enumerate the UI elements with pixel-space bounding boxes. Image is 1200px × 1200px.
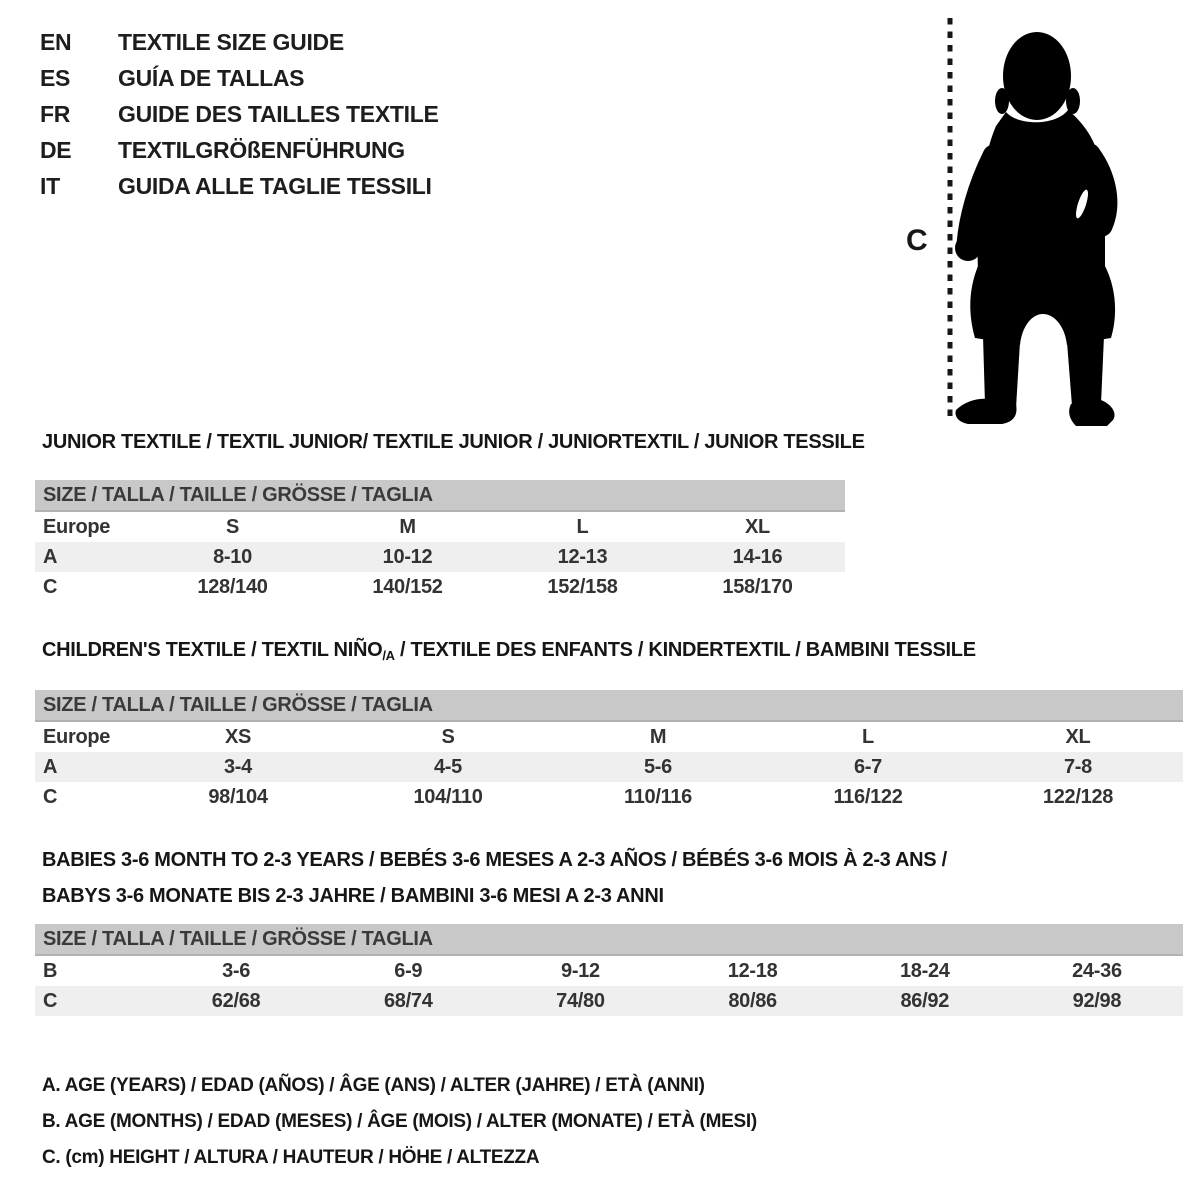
cell: XL — [745, 516, 770, 538]
language-row-es — [40, 60, 439, 96]
babies-title-line1: BABIES 3-6 MONTH TO 2-3 YEARS / BEBÉS 3-6 MESES A 2-3 AÑOS / BÉBÉS 3-6 MOIS À 2-3 ANS / — [42, 849, 947, 871]
cell: XL — [1065, 726, 1091, 748]
cell: S — [441, 726, 455, 748]
cell: 6-7 — [853, 756, 882, 778]
note-age-years: A. AGE (YEARS) / EDAD (AÑOS) / ÂGE (ANS) / ALTER (JAHRE) / ETÀ (ANNI) — [42, 1075, 705, 1096]
language-code-en: EN — [40, 29, 72, 55]
cell: XS — [224, 726, 252, 748]
cell: 4-5 — [433, 756, 462, 778]
cell: 24-36 — [1072, 960, 1122, 982]
cell: 3-6 — [222, 960, 251, 982]
cell: 140/152 — [372, 576, 443, 598]
cell: 158/170 — [722, 576, 793, 598]
guide-title-en: TEXTILE SIZE GUIDE — [118, 29, 344, 55]
cell: M — [649, 726, 667, 748]
language-code-es: ES — [40, 65, 71, 91]
language-code-de: DE — [40, 137, 72, 163]
row-label: A — [43, 756, 58, 778]
cell: 74/80 — [556, 990, 605, 1012]
children-size-table — [35, 690, 1183, 812]
table-row-children-europe — [35, 722, 1183, 752]
cell: 5-6 — [643, 756, 672, 778]
babies-size-table — [35, 924, 1183, 1016]
language-row-it — [40, 168, 439, 204]
cell: M — [399, 516, 416, 538]
table-row-junior-age — [35, 542, 845, 572]
row-label: Europe — [43, 726, 111, 748]
babies-section-title — [42, 842, 947, 914]
cell: 86/92 — [900, 990, 950, 1012]
table-row-children-age — [35, 752, 1183, 782]
children-title-pre: CHILDREN'S TEXTILE / TEXTIL NIÑO — [42, 639, 383, 661]
table-row-babies-height — [35, 986, 1183, 1016]
language-code-fr: FR — [40, 101, 71, 127]
junior-size-table — [35, 480, 845, 602]
cell: 6-9 — [394, 960, 423, 982]
language-row-de — [40, 132, 439, 168]
cell: 3-4 — [223, 756, 252, 778]
cell: 116/122 — [833, 786, 903, 808]
cell: 7-8 — [1063, 756, 1092, 778]
children-title-post: / TEXTILE DES ENFANTS / KINDERTEXTIL / BAMBINI TESSILE — [394, 639, 976, 661]
baby-silhouette-icon — [955, 32, 1115, 426]
row-label: Europe — [43, 516, 111, 538]
guide-title-fr: GUIDE DES TAILLES TEXTILE — [118, 101, 439, 127]
cell: 8-10 — [213, 546, 252, 568]
junior-size-header: SIZE / TALLA / TAILLE / GRÖSSE / TAGLIA — [35, 480, 845, 512]
junior-section-title: JUNIOR TEXTILE / TEXTIL JUNIOR/ TEXTILE JUNIOR / JUNIORTEXTIL / JUNIOR TESSILE — [42, 431, 865, 453]
language-code-it: IT — [40, 173, 60, 199]
cell: 10-12 — [382, 546, 433, 568]
cell: 152/158 — [547, 576, 618, 598]
children-size-header: SIZE / TALLA / TAILLE / GRÖSSE / TAGLIA — [35, 690, 1183, 722]
table-row-children-height — [35, 782, 1183, 812]
note-age-months: B. AGE (MONTHS) / EDAD (MESES) / ÂGE (MOIS) / ALTER (MONATE) / ETÀ (MESI) — [42, 1111, 757, 1132]
cell: 98/104 — [208, 786, 268, 808]
cell: 12-13 — [557, 546, 608, 568]
row-label: A — [43, 546, 58, 568]
table-row-junior-height — [35, 572, 845, 602]
children-section-title — [42, 638, 976, 668]
note-height-cm: C. (cm) HEIGHT / ALTURA / HAUTEUR / HÖHE / ALTEZZA — [42, 1147, 540, 1168]
cell: 62/68 — [211, 990, 261, 1012]
cell: 110/116 — [624, 786, 692, 808]
children-title-sub: /A — [382, 648, 395, 663]
row-label: C — [43, 576, 58, 598]
guide-title-es: GUÍA DE TALLAS — [118, 65, 305, 91]
babies-title-line2: BABYS 3-6 MONATE BIS 2-3 JAHRE / BAMBINI 3-6 MESI A 2-3 ANNI — [42, 885, 664, 907]
language-row-fr — [40, 96, 439, 132]
height-measure-label: C — [906, 224, 928, 257]
babies-size-header: SIZE / TALLA / TAILLE / GRÖSSE / TAGLIA — [35, 924, 1183, 956]
cell: L — [862, 726, 874, 748]
cell: 80/86 — [728, 990, 777, 1012]
cell: 128/140 — [197, 576, 268, 598]
cell: 9-12 — [561, 960, 600, 982]
language-title-list — [40, 24, 439, 204]
row-label: C — [43, 990, 58, 1012]
row-label: B — [43, 960, 58, 982]
toddler-silhouette-icon — [880, 8, 1180, 428]
cell: 92/98 — [1072, 990, 1122, 1012]
table-row-junior-europe — [35, 512, 845, 542]
cell: 18-24 — [899, 960, 950, 982]
language-row-en — [40, 24, 439, 60]
cell: L — [576, 516, 589, 538]
cell: 12-18 — [727, 960, 778, 982]
cell: 68/74 — [383, 990, 433, 1012]
table-row-babies-months — [35, 956, 1183, 986]
height-measure-figure — [880, 8, 1180, 428]
legend-notes — [42, 1068, 757, 1176]
row-label: C — [43, 786, 58, 808]
cell: S — [225, 516, 240, 538]
cell: 122/128 — [1042, 786, 1114, 808]
cell: 14-16 — [732, 546, 783, 568]
guide-title-it: GUIDA ALLE TAGLIE TESSILI — [118, 173, 432, 199]
cell: 104/110 — [413, 786, 483, 808]
guide-title-de: TEXTILGRÖßENFÜHRUNG — [118, 137, 405, 163]
